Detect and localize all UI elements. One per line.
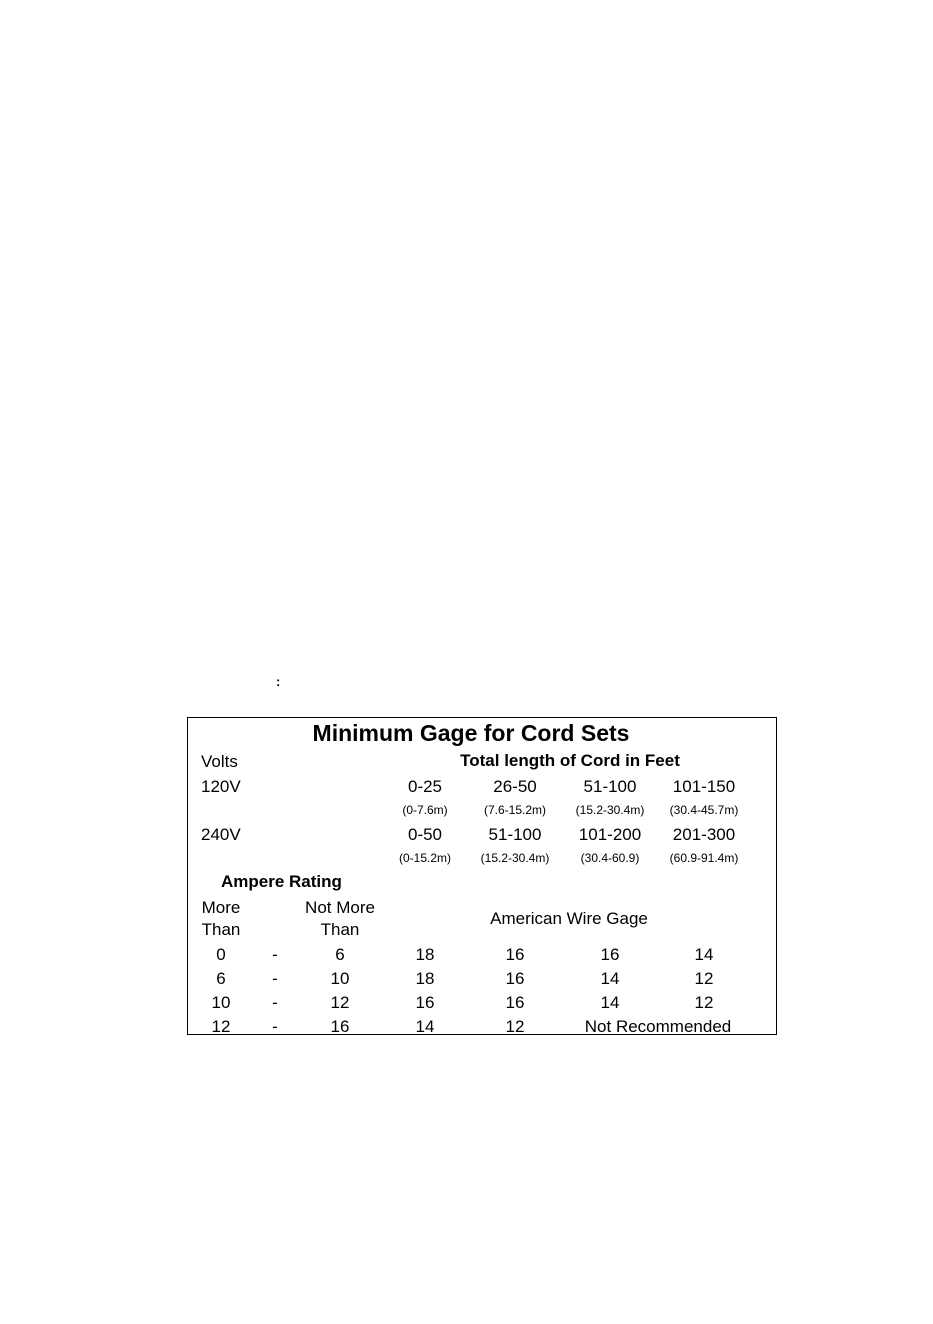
gage-cell: 14 — [694, 945, 714, 964]
not-more-than-label: Than — [320, 920, 360, 939]
gage-cell: 14 — [600, 993, 620, 1012]
range-dash: - — [272, 945, 278, 964]
metric-240-cell: (15.2-30.4m) — [480, 851, 550, 865]
metric-120-cell: (30.4-45.7m) — [669, 803, 739, 817]
colon-mark: : — [276, 674, 281, 689]
voltage-240-label: 240V — [201, 825, 241, 844]
gage-cell: 16 — [415, 993, 435, 1012]
not-more-than-cell: 10 — [330, 969, 350, 988]
not-more-than-cell: 6 — [335, 945, 345, 964]
gage-cell: 16 — [505, 945, 525, 964]
range-120-cell: 51-100 — [583, 777, 637, 796]
ampere-heading: Ampere Rating — [221, 872, 342, 891]
gage-cell: 14 — [600, 969, 620, 988]
gage-cell: 16 — [505, 993, 525, 1012]
metric-240-cell: (0-15.2m) — [398, 851, 452, 865]
not-more-than-label: Not More — [305, 898, 375, 917]
more-than-cell: 10 — [211, 993, 231, 1012]
range-120-cell: 26-50 — [493, 777, 537, 796]
gage-cell: 12 — [694, 969, 714, 988]
table-title: Minimum Gage for Cord Sets — [312, 720, 630, 746]
range-240-cell: 201-300 — [672, 825, 736, 844]
metric-120-cell: (15.2-30.4m) — [575, 803, 645, 817]
more-than-cell: 6 — [216, 969, 226, 988]
gage-cell: 16 — [505, 969, 525, 988]
range-120-cell: 0-25 — [407, 777, 443, 796]
more-than-cell: 12 — [211, 1017, 231, 1036]
gage-cell: 12 — [505, 1017, 525, 1036]
range-120-cell: 101-150 — [672, 777, 736, 796]
more-than-label: More — [201, 898, 241, 917]
not-more-than-cell: 12 — [330, 993, 350, 1012]
gage-cell: 18 — [415, 969, 435, 988]
gage-cell: 16 — [600, 945, 620, 964]
not-more-than-cell: 16 — [330, 1017, 350, 1036]
range-240-cell: 51-100 — [488, 825, 542, 844]
range-240-cell: 0-50 — [407, 825, 443, 844]
metric-120-cell: (7.6-15.2m) — [483, 803, 547, 817]
metric-240-cell: (30.4-60.9) — [580, 851, 640, 865]
gage-cell: 18 — [415, 945, 435, 964]
awg-heading: American Wire Gage — [490, 909, 648, 928]
cord-gage-table — [187, 717, 777, 1035]
more-than-label: Than — [201, 920, 241, 939]
metric-240-cell: (60.9-91.4m) — [669, 851, 739, 865]
length-heading: Total length of Cord in Feet — [460, 751, 680, 770]
gage-cell: 14 — [415, 1017, 435, 1036]
not-recommended-note: Not Recommended — [584, 1017, 732, 1036]
gage-cell: 12 — [694, 993, 714, 1012]
volts-label: Volts — [201, 752, 238, 771]
voltage-120-label: 120V — [201, 777, 241, 796]
range-240-cell: 101-200 — [578, 825, 642, 844]
metric-120-cell: (0-7.6m) — [402, 803, 448, 817]
range-dash: - — [272, 993, 278, 1012]
range-dash: - — [272, 969, 278, 988]
range-dash: - — [272, 1017, 278, 1036]
more-than-cell: 0 — [216, 945, 226, 964]
